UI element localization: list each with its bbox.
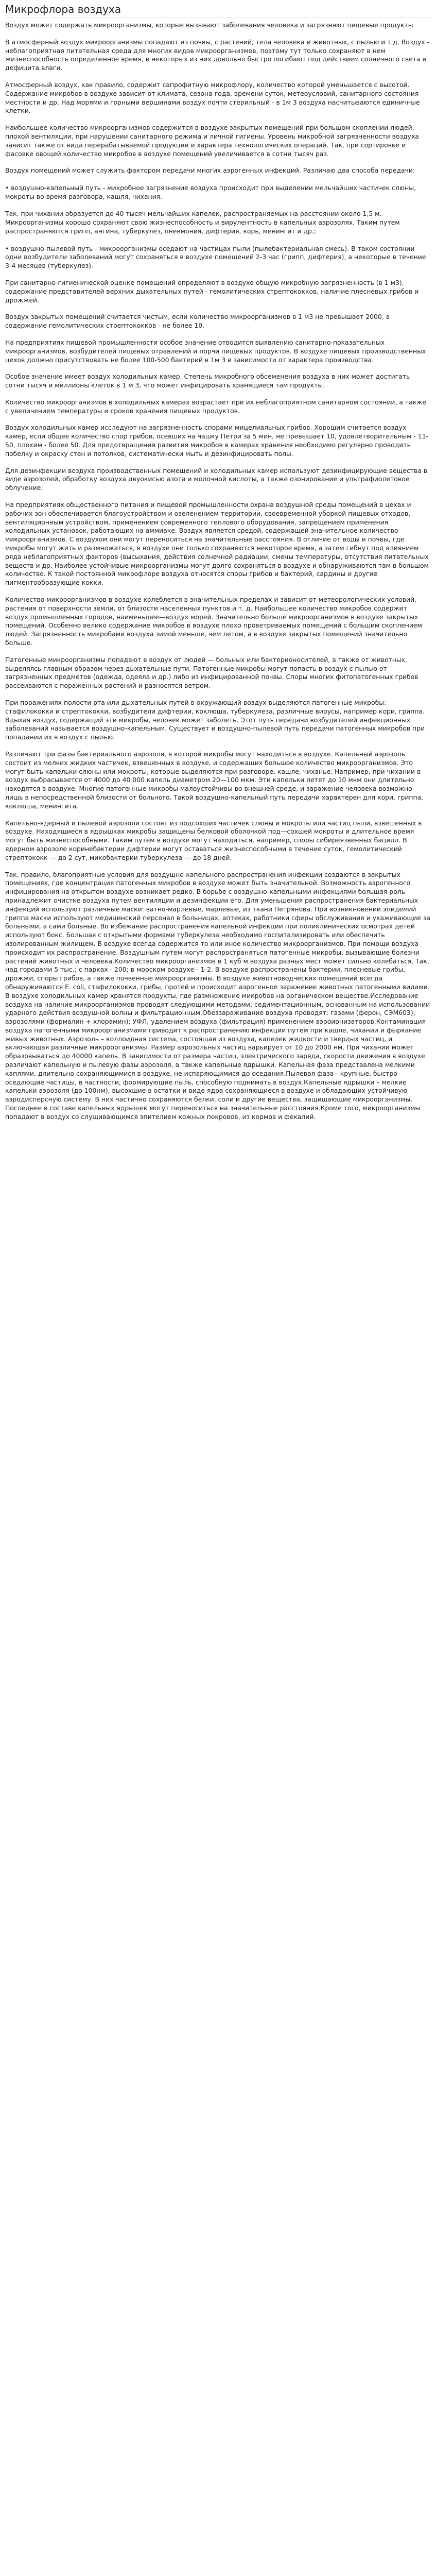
article-body	[5, 21, 431, 1122]
paragraph: Количество микроорганизмов в холодильных камерах возрастает при их неблагоприятном санитарном состоянии, а также с увеличением температуры и сроков хранения пищевых продуктов.	[5, 398, 426, 415]
paragraph: При санитарно-гигиенической оценке помещений определяют в воздухе общую микробную загрязненность (в 1 м3), содержание представителей верхних дыхательных путей - гемолитических стрептококков, наличие плесневых грибов и дрожжей.	[5, 278, 419, 304]
article-page	[0, 0, 436, 1122]
paragraph: В атмосферный воздух микроорганизмы попадают из почвы, с растений, тела человека и животных, с пылью и т.д. Воздух - неблагоприятная питательная среда для многих видов микроорганизмов, поэтому тут только сохраняют в нем жизнеспособность определенное время, в некоторых из них довольно быстро погибают под действием солнечного света и дефицита влаги.	[5, 38, 430, 72]
paragraph: Количество микроорганизмов в воздухе колеблется в значительных пределах и зависит от метеорологических условий, растения от поверхности земли, от близости населенных пунктов и т. д. Наибольшее количество микробов содержит воздух промышленных городов, наименьшее—воздух морей. Значительно больше микроорганизмов в воздухе закрытых помещений. Особенно велико содержание микробов в воздухе плохо проветриваемых помещений с большим скоплением людей. Загрязненность микробами воздуха зимой меньше, чем летом, а в воздухе закрытых помещений значительно больше.	[5, 596, 422, 647]
paragraph: Для дезинфекции воздуха производственных помещений и холодильных камер используют дезинфицирующие вещества в виде аэрозолей, обработку воздуха двуокисью азота и молочной кислоты, а также озонирование и ультрафиолетовое облучение.	[5, 466, 428, 492]
article-title: Микрофлора воздуха	[5, 3, 431, 18]
paragraph: Атмосферный воздух, как правило, содержит сапрофитную микрофлору, количество которой уменьшается с высотой. Содержание микробов в воздухе зависит от климата, сезона года, времени суток, метеоусловий, санитарного состояния местности и др. Над морями и горными вершинами воздух почти стерильный - в 1м 3 воздуха насчитываются единичные клетки.	[5, 80, 420, 115]
paragraph: Капельно-ядерный и пылевой аэрозоли состоят из подсохших частичек слюны и мокроты или частиц пыли, взвешенных в воздухе. Находящиеся в ядрышках микробы защищены белковой оболочкой под—сохшей мокроты и длительное время могут быть жизнеспособными. Таким путем в воздухе могут находиться, например, споры сибиреязвенных бацилл. В ядерном аэрозоле коринебактерии дифтерии могут оставаться жизнеспособными в течение суток, гемолитический стрептококк — до 2 сут, микобактерии туберкулеза — до 18 дней.	[5, 819, 422, 861]
paragraph: Патогенные микроорганизмы попадают в воздух от людей — больных или бактерионосителей, а также от животных, выделяясь главным образом через дыхательные пути. Патогенные микробы могут попасть в воздух с пылью от загрязненных предметов (одежда, одеяла и др.) либо из инфицированной почвы. Споры многих фитопатогенных грибов рассеиваются с пораженных растений и разносятся ветром.	[5, 655, 418, 690]
paragraph: Воздух холодильных камер исследуют на загрязненность спорами мицелиальных грибов. Хорошим считается воздух камер, если общее количество спор грибов, осевших на чашку Петри за 5 мин, не превышает 10, удовлетворительным - 11-50, плохим - более 50. Для предотвращения развития микробов в камерах хранения необходимо регулярно проводить побелку и окраску стен и потолков, систематически мыть и дезинфицировать полы.	[5, 423, 429, 457]
paragraph: Наибольшее количество микроорганизмов содержится в воздухе закрытых помещений при большом скоплении людей, плохой вентиляции, при нарушении санитарного режима и личной гигиены. Уровень микробной загрязненности воздуха зависит также от вида перерабатываемой продукции и характера технологических операций. Так, при сортировке и фасовке овощей количество микробов в воздухе помещений увеличивается в сотни тысяч раз.	[5, 124, 419, 158]
paragraph: Воздух помещений может служить фактором передачи многих аэрогенных инфекций. Различаю два способа передачи: • воздушно-капельный путь - микробное загрязнение воздуха происходит при выделении мельчайших частичек слюны, мокроты во время разговора, кашля, чихания. Так, при чихании образуется до 40 тысяч мельчайших капелек, распространяемых на расстоянии около 1,5 м. Микроорганизмы хорошо сохраняют свою жизнеспособность и вирулентность в капельных аэрозолях. Таким путем распространяются грипп, ангина, туберкулез, пневмония, дифтерия, корь, менингит и др.; • воздушно-пылевой путь - микроорганизмы оседают на частицах пыли (пылебактериальная смесь). В таком состоянии одни возбудители заболеваний могут сохраняться в воздухе помещений 2-3 час (грипп, дифтерия), а некоторые в течение 3-4 месяцев (туберкулез).	[5, 166, 426, 270]
paragraph: Различают три фазы бактериального аэрозоля, в которой микробы могут находиться в воздухе. Капельный аэрозоль состоит из мелких жидких частичек, взвешенных в воздухе, и содержащих большое количество микроорганизмов. Это могут быть капельки слюны или мокроты, которые выделяются при разговоре, кашле, чиханье. Например, при чихании в воздух выбрасывается от 4000 до 40 000 капель диаметром 20—100 мкм. Эти капельки летят до 10 мкм они длительно находятся в воздухе. Многие патогенные микробы малоустойчивы во внешней среде, и заражение человека возможно лишь в непосредственной близости от больного. Такой воздушно-капельный путь передачи характерен для кори, гриппа, коклюша, менингита.	[5, 750, 424, 810]
paragraph: На предприятиях общественного питания и пищевой промышленности охрана воздушной среды помещений в цехах и рабочих зон обеспечивается благоустройством и озеленением территории, своевременной уборкой пищевых отходов, вентиляционным устройством, применением современного теплового оборудования, запрещением применения холодильных установок, работающих на аммиаке. Воздух является средой, содержащей значительное количество микроорганизмов. С воздухом они могут переноситься на значительные расстояния. В отличие от воды и почвы, где микробы могут жить и размножаться, в воздухе они только сохраняются некоторое время, а затем гибнут под влиянием ряда неблагоприятных факторов (высыхания, действия солнечной радиации, смены температуры, отсутствия питательных веществ и др. Наиболее устойчивые микроорганизмы могут долго сохраняться в воздухе и обнаруживаются там в большом количестве. К такой постоянной микрофлоре воздуха относятся споры грибов и бактерий, сардины и другие пигментообразующие кокки.	[5, 501, 429, 587]
paragraph: Особое значение имеет воздух холодильных камер. Степень микробного обсеменения воздуха в них может достигать сотни тысяч и миллионы клеток в 1 м 3, что может инфицировать хранящиеся там продукты.	[5, 372, 410, 389]
paragraph: Воздух закрытых помещений считается чистым, если количество микроорганизмов в 1 м3 не превышает 2000, а содержание гемолитических стрептококков - не более 10.	[5, 313, 390, 330]
paragraph: Воздух может содержать микроорганизмы, которые вызывают заболевания человека и загрязняют пищевые продукты.	[5, 21, 415, 29]
paragraph: На предприятиях пищевой промышленности особое значение отводится выявлению санитарно-показательных микроорганизмов, возбудителей пищевых отравлений и порчи пищевых продуктов. В воздухе пищевых производственных цехов должно присутствовать не более 100-500 бактерий в 1м 3 в зависимости от характера производства.	[5, 338, 426, 364]
paragraph: При поражениях полости рта или дыхательных путей в окружающий воздух выделяются патогенные микробы: стафилококки и стрептококки, возбудители дифтерии, коклюша, туберкулеза, различные вирусы, например кори, гриппа. Вдыхая воздух, содержащий эти микробы, человек может заболеть. Этот путь передачи возбудителей инфекционных заболеваний называется воздушно-капельным. Существует и воздушно-пылевой путь передачи патогенных микробов при попадании их в воздух с пылью.	[5, 699, 425, 741]
paragraph: Так, правило, благоприятные условия для воздушно-капельного распространения инфекции создаются в закрытых помещениях, где концентрация патогенных микробов в воздухе может быть значительной. Возможность аэрогенного инфицирования на открытом воздухе возникает редко. В борьбе с воздушно-капельными инфекциями большая роль принадлежит очистке воздуха путем вентиляции и дезинфекции его. Для уменьшения распространения бактериальных инфекций используют различные маски: ватно-марлевые, марлевые, из ткани Петрянова. При возникновении эпидемий гриппа маски используют медицинский персонал в больницах, аптеках, работники сферы обслуживания и ухаживающие за больными, а сами больные. Во избежание распространения капельной инфекции при поликлинических осмотрах детей используют бокс. Большая с открытыми формами туберкулеза необходимо госпитализировать или обеспечить изолированным жилищем. В воздухе всегда содержится то или иное количество микроорганизмов. При помощи воздуха происходит их распространение. Воздушным путем могут распространяться патогенные микробы, вызывающие болезни растений животных и человека.Количество микроорганизмов в 1 куб м воздуха разных мест может сильно колебаться. Так, над городами 5 тыс.; с парках - 200; в морском воздухе - 1-2. В воздухе распространены бактерии, плесневые грибы, дрожжи, споры грибов, а также почвенные микроорганизмы. В воздухе животноводческих помещений всегда обнаруживаются E. coli, стафилококки, грибы, протей и происходит аэрогенное заражение животных патогенными видами. В воздухе холодильных камер хранятся продукты, где размножение микробов на органическом веществе.Исследование воздуха на наличие микроорганизмов проводят следующими методами: седиментационным, основанным на использовании ударного действия воздушной волны и фильтрационным.Обеззараживание воздуха проводят: газами (ферон, СЭМ603); аэрозолями (формалин + хлорамин); УФЛ; удалением воздуха (фильтрация) применением аэроионизаторов.Контаминация воздуха патогенными микроорганизмами приводит к распространению инфекции путем при кашле, чихании и фыркание живых животных. Аэрозоль – коллоидная система, состоящая из воздуха, капелек жидкости и твердых частиц, и включающая различные микроорганизмы. Размер аэрозольных частиц варьирует от 10 до 2000 нм. При чихании может образовываться до 40000 капель. В зависимости от размера частиц, электрического заряда, скорости движения в воздухе различают капельную и пылевую фазы аэрозоля, а также капельные ядрышки. Капельная фаза представлена мелкими каплями, длительно сохраняющимися в воздухе, не испаряющимися до оседания.Пылевая фаза - крупные, быстро оседающие частицы, в частности, формирующие пыль, способную поднимать в воздух.Капельные ядрышки – мелкие капельки аэрозоля (до 100нм), высохшие в остатки и виде ядра сохраняющиеся в воздухе и обладающих устойчивую аэродисперсную систему. В них частично сохраняются белки, соли и другие вещества, защищающие микроорганизмы. Последнее в составе капельных ядрышек могут переноситься на значительные расстояния.Кроме того, микроорганизмы попадают в воздух со слущивающимся эпителием кожных покровов, из кормов и фекалий.	[5, 870, 430, 1121]
